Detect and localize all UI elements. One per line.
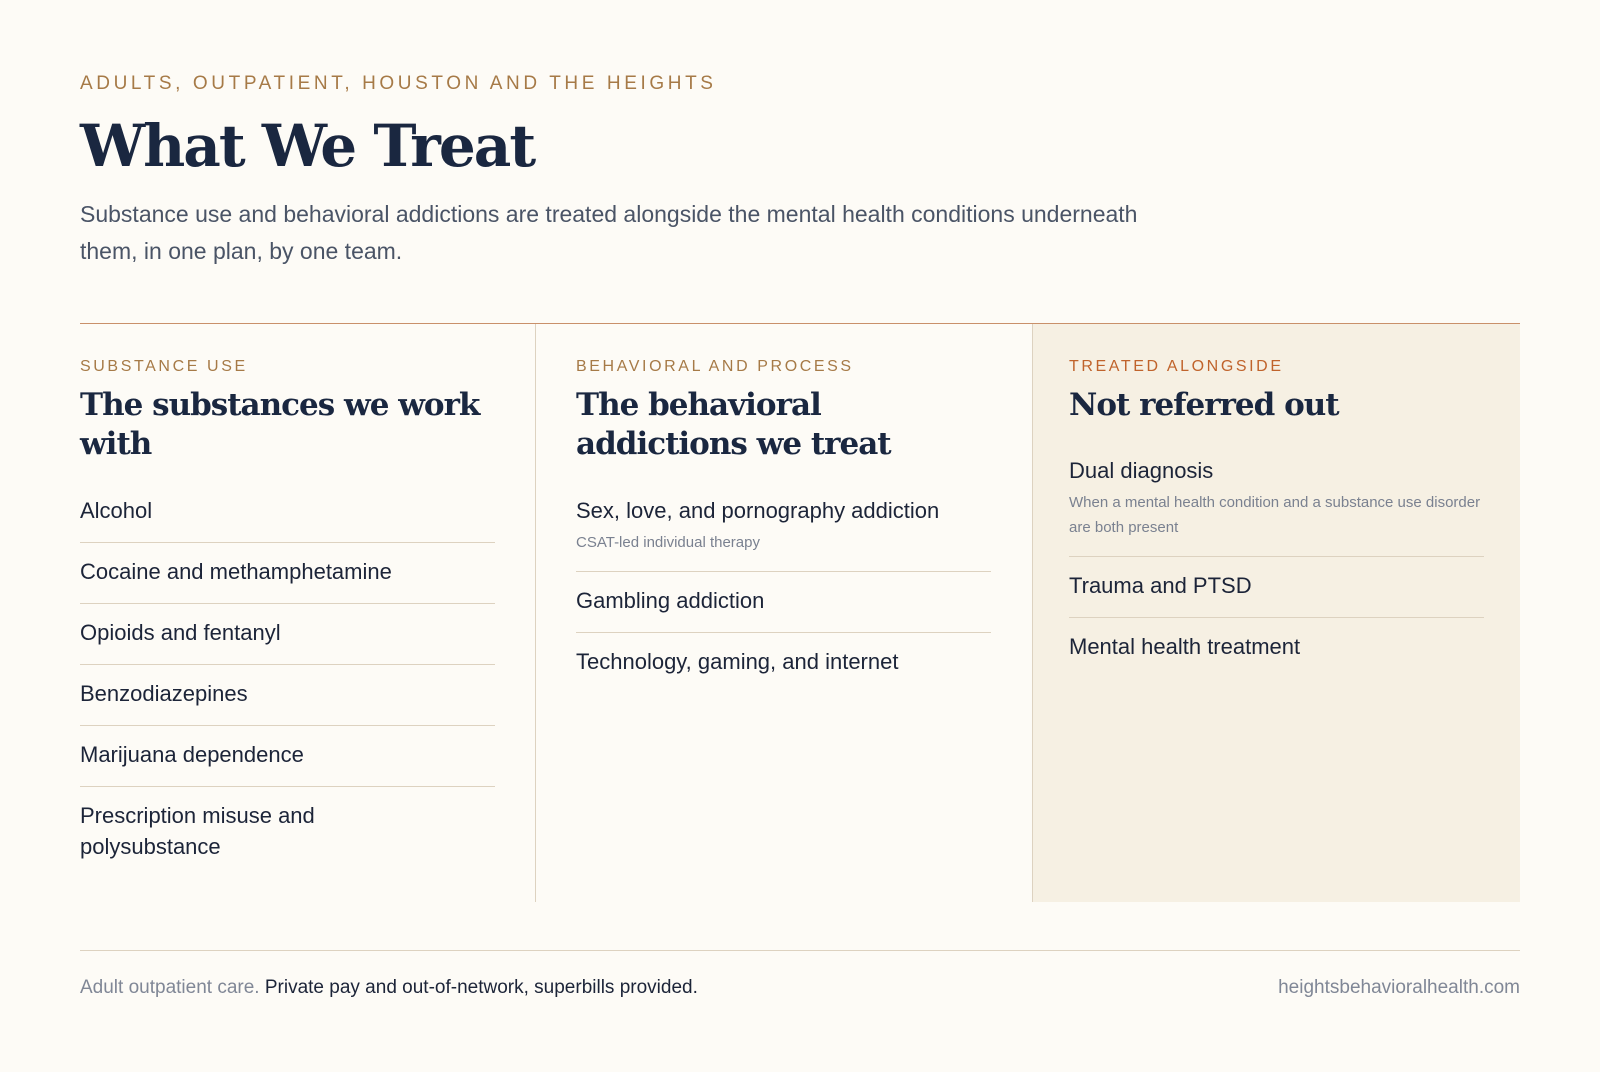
item-title: Mental health treatment: [1069, 634, 1301, 659]
column-treated-alongside: [1033, 324, 1520, 902]
footer-strong-text: Private pay and out-of-network, superbills provided.: [264, 977, 698, 998]
list-item: [1069, 449, 1484, 557]
item-note: When a mental health condition and a substance use disorder are both present: [1069, 494, 1481, 536]
item-title: Trauma and PTSD: [1069, 573, 1252, 598]
item-title: Sex, love, and pornography addiction: [576, 498, 940, 523]
item-title: Alcohol: [80, 498, 153, 523]
column-behavioral: [536, 324, 1033, 902]
list-item: [576, 489, 991, 572]
item-title: Prescription misuse and polysubstance: [80, 803, 315, 859]
list-item: [80, 665, 495, 726]
list-item: [80, 604, 495, 665]
footer-muted-text: Adult outpatient care.: [80, 977, 260, 998]
alongside-list: [1069, 449, 1484, 678]
column-eyebrow: TREATED ALONGSIDE: [1069, 358, 1284, 375]
footer-divider: [80, 950, 1520, 951]
behavioral-list: [576, 489, 991, 693]
item-title: Dual diagnosis: [1069, 458, 1214, 483]
eyebrow: ADULTS, OUTPATIENT, HOUSTON AND THE HEIGHTS: [80, 73, 717, 94]
item-title: Opioids and fentanyl: [80, 620, 281, 645]
item-title: Gambling addiction: [576, 588, 765, 613]
list-item: [80, 787, 495, 878]
intro-text: Substance use and behavioral addictions are treated alongside the mental health conditions underneath them, in one plan, by one team.: [80, 201, 1138, 264]
item-title: Technology, gaming, and internet: [576, 649, 899, 674]
column-eyebrow: SUBSTANCE USE: [80, 358, 248, 375]
list-item: [80, 726, 495, 787]
column-eyebrow: BEHAVIORAL AND PROCESS: [576, 358, 854, 375]
column-heading: The substances we work with: [80, 387, 480, 462]
column-substance-use: [80, 324, 536, 902]
list-item: [80, 489, 495, 543]
item-title: Marijuana dependence: [80, 742, 304, 767]
substance-list: [80, 489, 495, 878]
column-heading: Not referred out: [1069, 387, 1339, 423]
item-note: CSAT-led individual therapy: [576, 534, 760, 551]
column-heading: The behavioral addictions we treat: [576, 387, 891, 462]
item-title: Cocaine and methamphetamine: [80, 559, 392, 584]
page-title: What We Treat: [80, 112, 535, 180]
list-item: [1069, 557, 1484, 618]
treatment-grid: [80, 323, 1520, 902]
item-title: Benzodiazepines: [80, 681, 248, 706]
list-item: [1069, 618, 1484, 678]
list-item: [80, 543, 495, 604]
list-item: [576, 572, 991, 633]
footer-note: [80, 977, 698, 999]
list-item: [576, 633, 991, 693]
website-link[interactable]: heightsbehavioralhealth.com: [1278, 977, 1520, 998]
